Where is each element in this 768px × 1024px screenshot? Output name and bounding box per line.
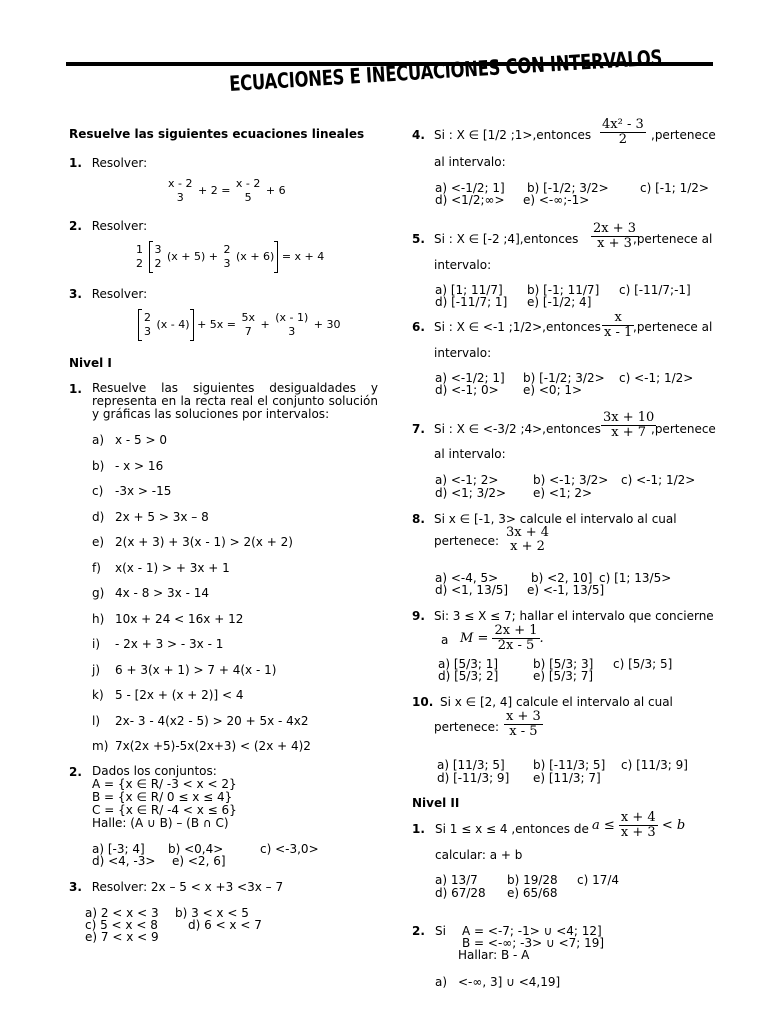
- q10-option-d: d) [-11/3; 9]: [437, 771, 510, 785]
- item-text: - x > 16: [115, 459, 164, 473]
- p3-option-d: d) 6 < x < 7: [188, 918, 262, 932]
- p2-option-a: a) [-3; 4]: [92, 842, 145, 856]
- q5-number: 5.: [412, 232, 425, 246]
- r1-option-b: b) 19/28: [507, 873, 558, 887]
- item-text: 5 - [2x + (x + 2)] < 4: [115, 688, 244, 702]
- inequality-item: [92, 688, 243, 702]
- p2-number: 2.: [69, 765, 82, 779]
- eq2-p2: (x + 6): [236, 250, 275, 263]
- q4-line2: al intervalo:: [434, 155, 506, 169]
- r2-number: 2.: [412, 924, 425, 938]
- item-letter: h): [92, 612, 105, 626]
- p3-option-a: a) 2 < x < 3: [85, 906, 159, 920]
- r2-line2: B = <-∞; -3> ∪ <7; 19]: [462, 936, 605, 950]
- eq1-frac2: x - 2 5: [235, 177, 261, 204]
- p2-sets: [92, 765, 237, 830]
- item-letter: a): [92, 433, 105, 447]
- q4-option-b: b) [-1/2; 3/2>: [527, 181, 609, 195]
- q7-option-d: d) <1; 3/2>: [435, 486, 507, 500]
- q7-post: ,pertenece: [651, 422, 716, 436]
- eq1-formula: [166, 177, 286, 205]
- item-letter: i): [92, 637, 101, 651]
- r2-line3: Hallar: B - A: [458, 948, 530, 962]
- item-text: 10x + 24 < 16x + 12: [115, 612, 244, 626]
- q4-number: 4.: [412, 128, 425, 142]
- q5-text: Si : X ∈ [-2 ;4],entonces: [434, 232, 579, 246]
- q5-option-c: c) [-11/7;-1]: [619, 283, 691, 297]
- q4-option-e: e) <-∞;-1>: [523, 193, 590, 207]
- p2-line5: Halle: (A ∪ B) – (B ∩ C): [92, 816, 229, 830]
- eq3-formula: [138, 309, 341, 341]
- q7-option-e: e) <1; 2>: [533, 486, 593, 500]
- item-text: 2(x + 3) + 3(x - 1) > 2(x + 2): [115, 535, 293, 549]
- p2-option-b: b) <0,4>: [168, 842, 224, 856]
- section-heading: Resuelve las siguientes ecuaciones lineales: [69, 127, 365, 141]
- eq2-frac-a: 1 2: [136, 243, 143, 270]
- eq3-frac-a: 2 3: [144, 311, 151, 338]
- item-letter: b): [92, 459, 105, 473]
- eq2-end: = x + 4: [281, 250, 325, 263]
- eq3-p2: + 5x =: [197, 318, 236, 331]
- q10-option-a: a) [11/3; 5]: [437, 758, 505, 772]
- q10-text: Si x ∈ [2, 4] calcule el intervalo al cual: [440, 695, 673, 709]
- q4-option-d: d) <1/2;∞>: [435, 193, 505, 207]
- eq1-label: Resolver:: [91, 156, 148, 170]
- item-letter: c): [92, 484, 104, 498]
- item-letter: j): [92, 663, 101, 677]
- inequality-item: [92, 586, 209, 600]
- q10-option-c: c) [11/3; 9]: [621, 758, 688, 772]
- q7-line2: al intervalo:: [434, 447, 506, 461]
- r1-option-a: a) 13/7: [435, 873, 478, 887]
- q9-option-d: d) [5/3; 2]: [438, 669, 499, 683]
- q4-option-c: c) [-1; 1/2>: [640, 181, 709, 195]
- item-text: x(x - 1) > + 3x + 1: [115, 561, 230, 575]
- eq3-frac-c: (x - 1) 3: [275, 311, 309, 338]
- q10-number: 10.: [412, 695, 434, 709]
- p2-option-c: c) <-3,0>: [260, 842, 319, 856]
- q5-option-e: e) [-1/2; 4]: [527, 295, 592, 309]
- q8-option-c: c) [1; 13/5>: [599, 571, 672, 585]
- q9-option-c: c) [5/3; 5]: [613, 657, 673, 671]
- q10-line2: pertenece:: [434, 720, 500, 734]
- q4-text: Si : X ∈ [1/2 ;1>,entonces: [434, 128, 592, 142]
- q4-post: ,pertenece: [651, 128, 716, 142]
- q10-fraction: $\frac{x + 3}{x - 5}$: [506, 709, 541, 739]
- eq1-number: 1.: [69, 156, 82, 170]
- inequality-item: [92, 714, 309, 728]
- r2-line1: A = <-7; -1> ∪ <4; 12]: [462, 924, 602, 938]
- eq3-label: Resolver:: [91, 287, 148, 301]
- q6-text: Si : X ∈ <-1 ;1/2>,entonces: [434, 320, 601, 334]
- r1-option-c: c) 17/4: [577, 873, 620, 887]
- inequality-item: [92, 663, 276, 677]
- item-text: 2x + 5 > 3x – 8: [115, 510, 209, 524]
- nivel2-heading: Nivel II: [412, 796, 460, 810]
- r1-option-e: e) 65/68: [507, 886, 558, 900]
- p3-option-b: b) 3 < x < 5: [175, 906, 249, 920]
- q5-post: ,pertenece al: [633, 232, 713, 246]
- q8-option-a: a) <-4, 5>: [435, 571, 499, 585]
- inequality-item: [92, 739, 311, 753]
- q5-option-a: a) [1; 11/7]: [435, 283, 503, 297]
- q6-option-e: e) <0; 1>: [523, 383, 583, 397]
- item-text: x - 5 > 0: [115, 433, 168, 447]
- q8-fraction: 3x + 4 x + 2: [506, 525, 550, 554]
- q10-option-e: e) [11/3; 7]: [533, 771, 601, 785]
- eq2-frac-c: 2 3: [223, 243, 231, 270]
- q6-line2: intervalo:: [434, 346, 492, 360]
- q9-number: 9.: [412, 609, 425, 623]
- eq3-header: [69, 287, 147, 301]
- eq3-end: + 30: [313, 318, 341, 331]
- eq1-mid: + 2 =: [197, 184, 231, 197]
- item-letter: l): [92, 714, 101, 728]
- eq1-header: [69, 156, 147, 170]
- eq3-plus: +: [260, 318, 270, 331]
- q6-number: 6.: [412, 320, 425, 334]
- p3-line: [69, 880, 283, 894]
- p2-line4: C = {x ∈ R/ -4 < x ≤ 6}: [92, 803, 237, 817]
- p1-number: 1.: [69, 382, 82, 396]
- inequality-item: [92, 459, 163, 473]
- q8-option-b: b) <2, 10]: [531, 571, 593, 585]
- r2-option-a: <-∞, 3] ∪ <4,19]: [458, 975, 561, 989]
- p3-option-e: e) 7 < x < 9: [85, 930, 159, 944]
- r1-line2: calcular: a + b: [435, 848, 523, 862]
- page-title: ECUACIONES E INECUACIONES CON INTERVALOS: [228, 45, 663, 96]
- q7-number: 7.: [412, 422, 425, 436]
- eq2-formula: [134, 241, 324, 273]
- q5-line2: intervalo:: [434, 258, 492, 272]
- eq1-end: + 6: [265, 184, 286, 197]
- q4-option-a: a) <-1/2; 1]: [435, 181, 505, 195]
- q6-option-b: b) [-1/2; 3/2>: [523, 371, 605, 385]
- r1-text: Si 1 ≤ x ≤ 4 ,entonces de: [435, 822, 589, 836]
- item-text: 7x(2x +5)-5x(2x+3) < (2x + 4)2: [115, 739, 311, 753]
- q9-option-a: a) [5/3; 1]: [438, 657, 499, 671]
- p3-option-c: c) 5 < x < 8: [85, 918, 158, 932]
- item-letter: e): [92, 535, 105, 549]
- q9-line2: a: [441, 633, 449, 647]
- q10-option-b: b) [-11/3; 5]: [533, 758, 606, 772]
- inequality-item: [92, 637, 223, 651]
- p2-line1: Dados los conjuntos:: [92, 764, 217, 778]
- item-letter: m): [92, 739, 109, 753]
- item-letter: g): [92, 586, 105, 600]
- q6-fraction: $\frac{x}{x - 1}$: [604, 310, 633, 340]
- p2-option-e: e) <2, 6]: [172, 854, 226, 868]
- eq1-frac1: x - 2 3: [168, 177, 193, 204]
- q7-fraction: $\frac{3x + 10}{x + 7}$: [603, 410, 655, 440]
- q7-option-a: a) <-1; 2>: [435, 473, 499, 487]
- q8-line2: pertenece:: [434, 534, 500, 548]
- eq3-number: 3.: [69, 287, 82, 301]
- r1-formula: a ≤ $\frac{x + 4}{x + 3}$ < b: [592, 810, 686, 840]
- q6-option-c: c) <-1; 1/2>: [619, 371, 694, 385]
- eq2-p1: (x + 5) +: [167, 250, 219, 263]
- item-text: - 2x + 3 > - 3x - 1: [115, 637, 224, 651]
- q7-text: Si : X ∈ <-3/2 ;4>,entonces: [434, 422, 601, 436]
- inequality-item: [92, 433, 167, 447]
- eq2-label: Resolver:: [91, 219, 148, 233]
- q6-post: ,pertenece al: [633, 320, 713, 334]
- q8-option-d: d) <1, 13/5]: [435, 583, 509, 597]
- nivel1-heading: Nivel I: [69, 356, 112, 370]
- item-text: 2x- 3 - 4(x2 - 5) > 20 + 5x - 4x2: [115, 714, 309, 728]
- eq3-frac-b: 5x 7: [241, 311, 256, 338]
- p2-line2: A = {x ∈ R/ -3 < x < 2}: [92, 777, 237, 791]
- q9-option-b: b) [5/3; 3]: [533, 657, 594, 671]
- eq2-frac-b: 3 2: [154, 243, 162, 270]
- eq2-number: 2.: [69, 219, 82, 233]
- q8-text: Si x ∈ [-1, 3> calcule el intervalo al cual: [434, 512, 677, 526]
- p2-line3: B = {x ∈ R/ 0 ≤ x ≤ 4}: [92, 790, 233, 804]
- inequality-item: [92, 561, 230, 575]
- item-letter: d): [92, 510, 105, 524]
- q6-option-d: d) <-1; 0>: [435, 383, 499, 397]
- r2-si: Si: [435, 924, 446, 938]
- p3-number: 3.: [69, 880, 82, 894]
- inequality-item: [92, 484, 171, 498]
- item-text: -3x > -15: [115, 484, 172, 498]
- inequality-item: [92, 535, 293, 549]
- q4-fraction: $\frac{\text{4x² - 3}}{2}$: [602, 117, 644, 147]
- p2-option-d: d) <4, -3>: [92, 854, 156, 868]
- q7-option-c: c) <-1; 1/2>: [621, 473, 696, 487]
- q5-fraction: $\frac{2x + 3}{x + 3}$: [593, 221, 637, 251]
- q7-option-b: b) <-1; 3/2>: [533, 473, 609, 487]
- inequality-item: [92, 510, 209, 524]
- item-text: 4x - 8 > 3x - 14: [115, 586, 209, 600]
- q6-option-a: a) <-1/2; 1]: [435, 371, 505, 385]
- q5-option-d: d) [-11/7; 1]: [435, 295, 508, 309]
- r1-option-d: d) 67/28: [435, 886, 486, 900]
- q9-formula: M = $\frac{2x + 1}{2x - 5}$ .: [460, 623, 544, 653]
- item-letter: f): [92, 561, 101, 575]
- p3-text: Resolver: 2x – 5 < x +3 <3x – 7: [91, 880, 284, 894]
- r1-number: 1.: [412, 822, 425, 836]
- q8-number: 8.: [412, 512, 425, 526]
- eq2-header: [69, 219, 147, 233]
- q5-option-b: b) [-1; 11/7]: [527, 283, 600, 297]
- item-text: 6 + 3(x + 1) > 7 + 4(x - 1): [115, 663, 277, 677]
- p1-text: Resuelve las siguientes desigualdades y representa en la recta real el conjunto solución y gráficas las soluciones por intervalos:: [92, 381, 378, 421]
- inequality-item: [92, 612, 243, 626]
- eq3-p1: (x - 4): [156, 318, 190, 331]
- q9-text: Si: 3 ≤ X ≤ 7; hallar el intervalo que concierne: [434, 609, 714, 623]
- r2-option-a-label: a): [435, 975, 448, 989]
- q8-option-e: e) <-1, 13/5]: [527, 583, 605, 597]
- q9-option-e: e) [5/3; 7]: [533, 669, 594, 683]
- item-letter: k): [92, 688, 104, 702]
